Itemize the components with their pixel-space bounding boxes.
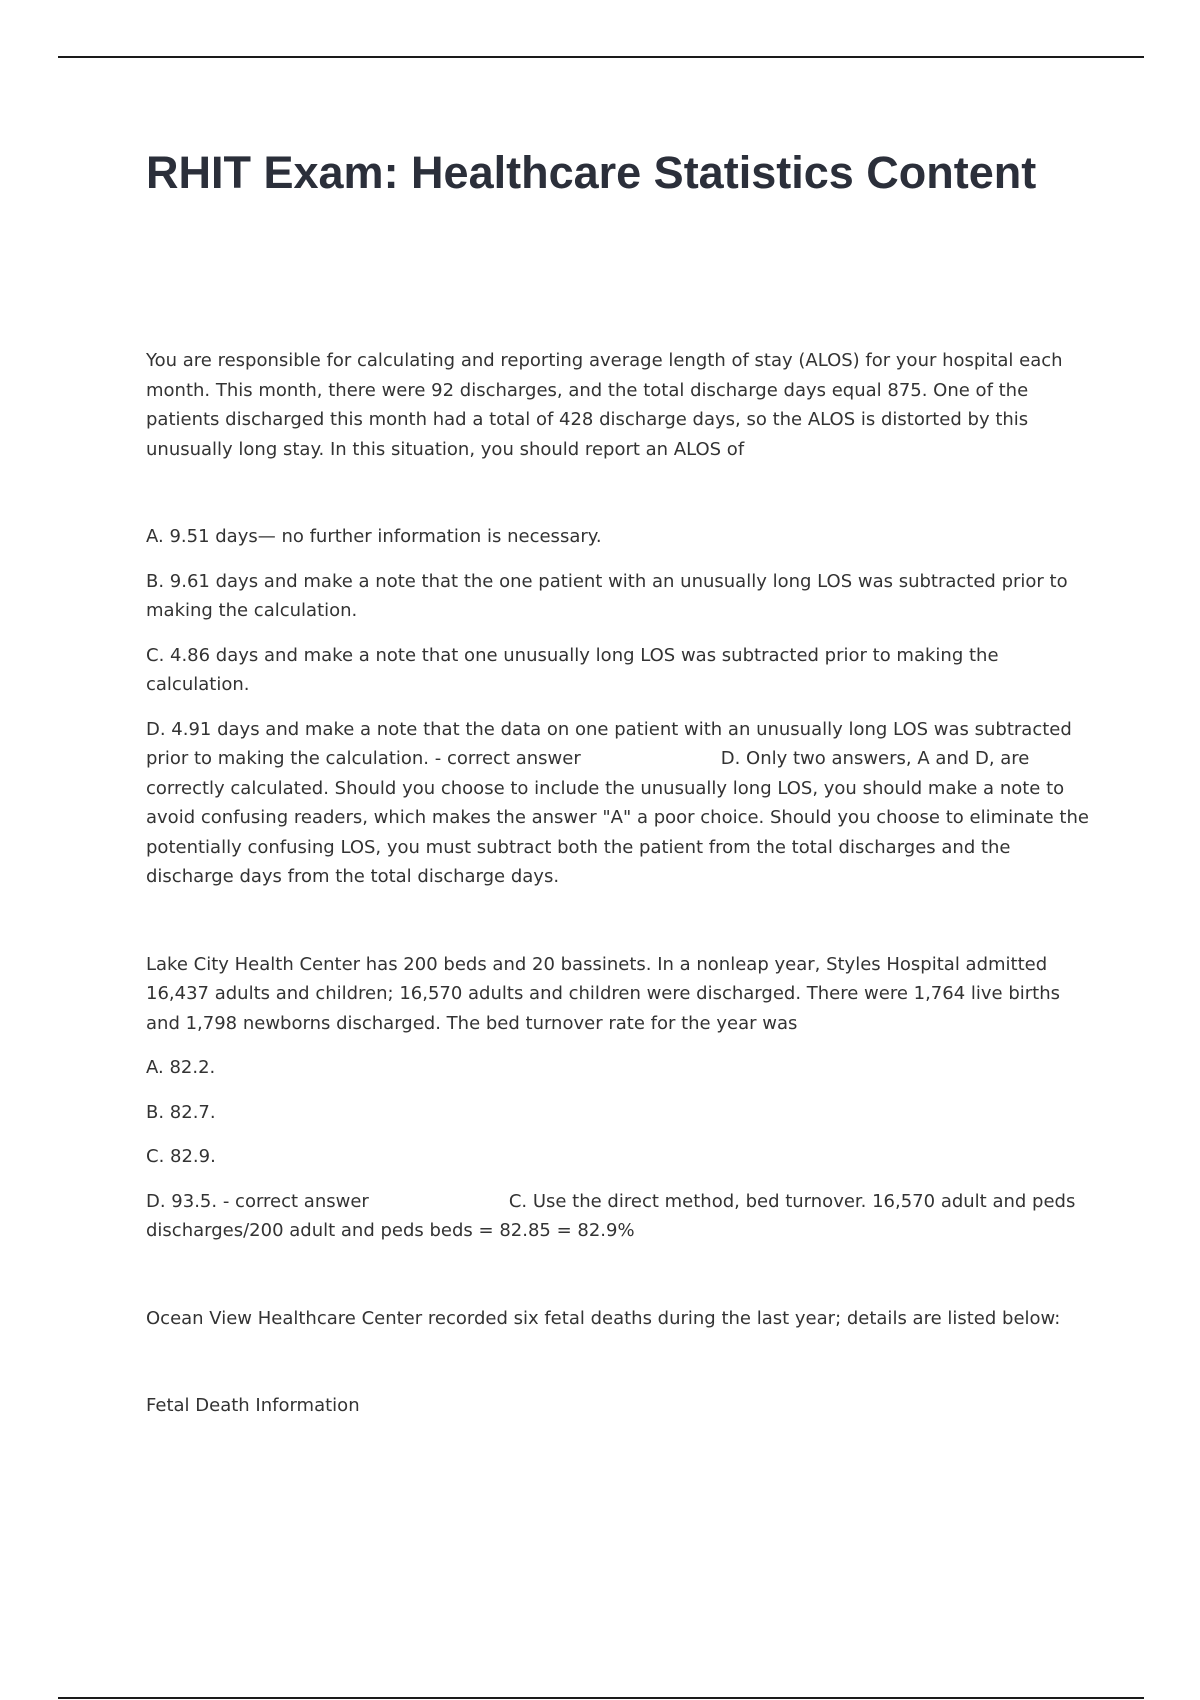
question-2-option-c: C. 82.9. (146, 1146, 216, 1167)
bottom-divider (58, 1697, 1144, 1699)
top-divider (58, 56, 1144, 58)
question-2-option-d: D. 93.5. - correct answer (146, 1190, 369, 1212)
question-2-option-b: B. 82.7. (146, 1101, 216, 1123)
document-body (146, 346, 1096, 1421)
question-1-option-a: A. 9.51 days— no further information is necessary. (146, 526, 602, 547)
question-1-explanation: D. Only two answers, A and D, are correctly calculated. Should you choose to include the unusually long LOS, you should make a note to avoid confusing readers, which makes the answer "A" a poor choice. Should you choose to eliminate the potentially confusing LOS, you must subtract both the patient from the total discharges and the discharge days from the total discharge days. (146, 748, 1089, 887)
question-2-stem: Lake City Health Center has 200 beds and 20 bassinets. In a nonleap year, Styles Hospital admitted 16,437 adults and children; 16,570 adults and children were discharged. There were 1,764 live births and 1,798 newborns discharged. The bed turnover rate for the year was (146, 953, 1061, 1034)
question-1-stem: You are responsible for calculating and reporting average length of stay (ALOS) for your hospital each month. This month, there were 92 discharges, and the total discharge days equal 875. One of the patients discharged this month had a total of 428 discharge days, so the ALOS is distorted by this unusually long stay. In this situation, you should report an ALOS of (146, 350, 1063, 460)
question-2-option-d-with-explanation (146, 1187, 1096, 1246)
question-2-explanation: C. Use the direct method, bed turnover. 16,570 adult and peds discharges/200 adult and peds beds = 82.85 = 82.9% (146, 1190, 1076, 1241)
fetal-death-table-heading: Fetal Death Information (146, 1395, 360, 1416)
question-1-option-d: D. 4.91 days and make a note that the data on one patient with an unusually long LOS was subtracted prior to making the calculation. - correct answer (146, 718, 1072, 769)
question-2-option-a: A. 82.2. (146, 1057, 216, 1078)
question-1-option-c: C. 4.86 days and make a note that one unusually long LOS was subtracted prior to making the calculation. (146, 644, 999, 695)
question-3-stem: Ocean View Healthcare Center recorded six fetal deaths during the last year; details are listed below: (146, 1307, 1061, 1329)
question-1-option-d-with-explanation (146, 715, 1096, 892)
page-title: RHIT Exam: Healthcare Statistics Content (146, 147, 1037, 198)
question-1-option-b: B. 9.61 days and make a note that the one patient with an unusually long LOS was subtracted prior to making the calculation. (146, 570, 1068, 621)
